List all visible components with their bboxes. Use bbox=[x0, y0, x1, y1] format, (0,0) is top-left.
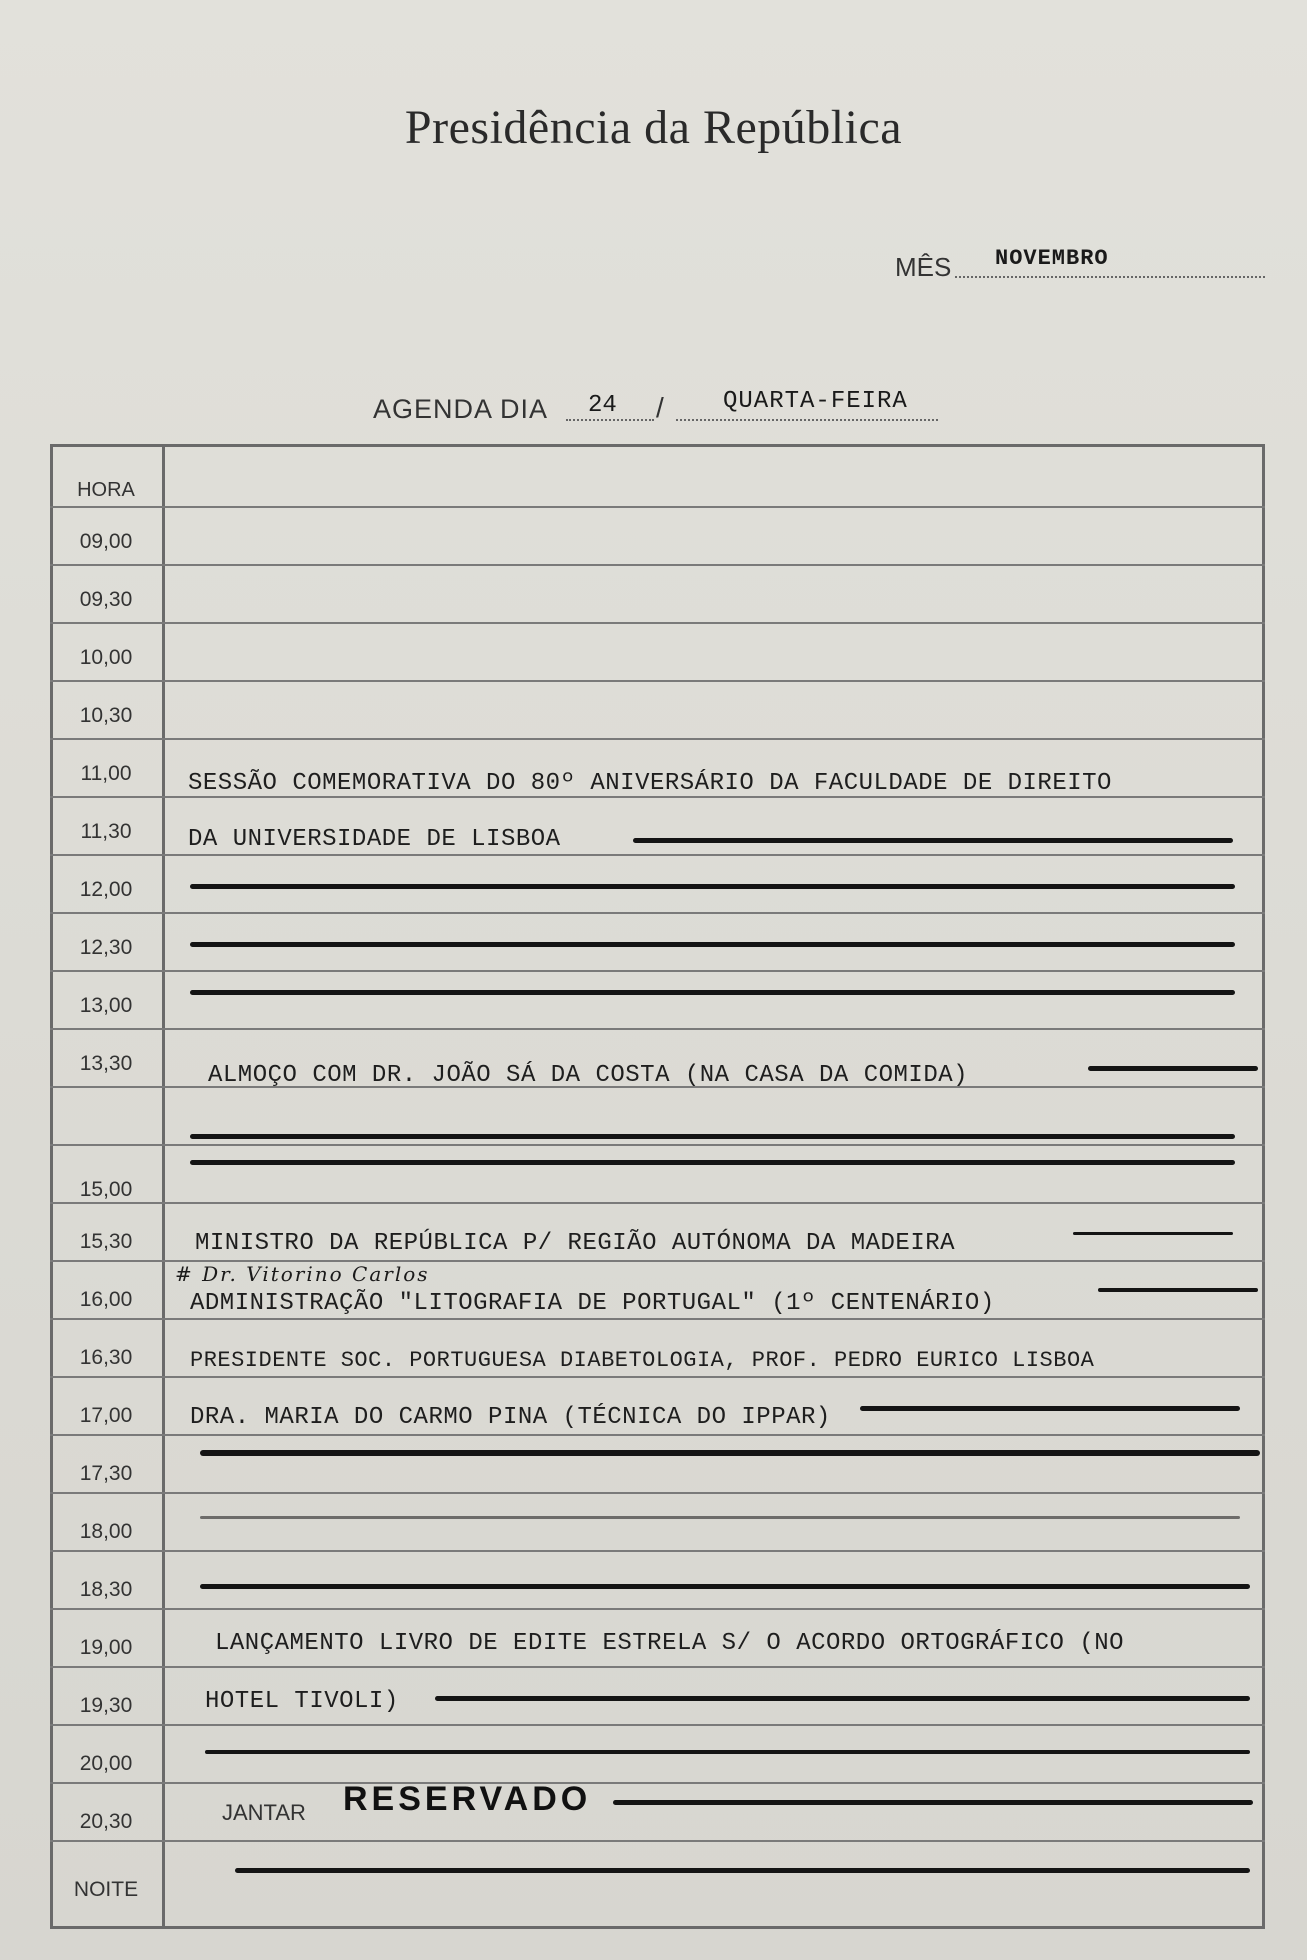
fill-line bbox=[435, 1696, 1250, 1701]
entry-1930: HOTEL TIVOLI) bbox=[205, 1688, 399, 1715]
fill-line bbox=[205, 1750, 1250, 1754]
hour-label: 15,00 bbox=[79, 1178, 133, 1201]
fill-line bbox=[190, 884, 1235, 889]
table-row bbox=[50, 1318, 1265, 1378]
table-row bbox=[50, 1144, 1265, 1204]
table-row bbox=[50, 1840, 1265, 1929]
table-row bbox=[50, 506, 1265, 566]
table-row bbox=[50, 738, 1265, 798]
month-field bbox=[895, 246, 1265, 286]
agenda-weekday: QUARTA-FEIRA bbox=[723, 388, 908, 415]
hour-label: 16,00 bbox=[79, 1288, 133, 1311]
table-row bbox=[50, 1724, 1265, 1784]
fill-line bbox=[190, 1134, 1235, 1139]
hour-label: 20,00 bbox=[79, 1752, 133, 1775]
hour-label: 18,00 bbox=[79, 1520, 133, 1543]
hour-label: 10,00 bbox=[79, 646, 133, 669]
hour-label: 18,30 bbox=[79, 1578, 133, 1601]
table-row bbox=[50, 680, 1265, 740]
hour-label: 13,30 bbox=[79, 1052, 133, 1075]
handwritten-note: # Dr. Vitorino Carlos bbox=[175, 1262, 430, 1286]
fill-line bbox=[200, 1584, 1250, 1589]
table-row bbox=[50, 1434, 1265, 1494]
hour-label: 16,30 bbox=[79, 1346, 133, 1369]
entry-1330: ALMOÇO COM DR. JOÃO SÁ DA COSTA (NA CASA DA COMIDA) bbox=[208, 1062, 969, 1089]
entry-1700: DRA. MARIA DO CARMO PINA (TÉCNICA DO IPPAR) bbox=[190, 1404, 831, 1431]
entry-1130: DA UNIVERSIDADE DE LISBOA bbox=[188, 826, 561, 853]
month-dotted-line bbox=[955, 276, 1265, 278]
entry-1100: SESSÃO COMEMORATIVA DO 80º ANIVERSÁRIO DA FACULDADE DE DIREITO bbox=[188, 770, 1112, 797]
page-title: Presidência da República bbox=[404, 101, 903, 154]
hour-label: NOITE bbox=[73, 1878, 139, 1901]
hour-label: 17,00 bbox=[79, 1404, 133, 1427]
agenda-day: 24 bbox=[588, 392, 617, 419]
fill-line bbox=[190, 1160, 1235, 1165]
fill-line bbox=[1073, 1232, 1233, 1235]
fill-line bbox=[235, 1868, 1250, 1873]
table-row bbox=[50, 970, 1265, 1030]
fill-line bbox=[190, 990, 1235, 995]
table-row bbox=[50, 1608, 1265, 1668]
hour-label: 12,30 bbox=[79, 936, 133, 959]
hour-label: 20,30 bbox=[79, 1810, 133, 1833]
hour-label: 11,30 bbox=[80, 820, 132, 843]
weekday-dotted-line bbox=[676, 419, 938, 421]
date-separator: / bbox=[656, 392, 664, 423]
table-row bbox=[50, 1666, 1265, 1726]
fill-line bbox=[200, 1516, 1240, 1519]
hour-label: 17,30 bbox=[79, 1462, 133, 1485]
fill-line bbox=[633, 838, 1233, 843]
table-row bbox=[50, 854, 1265, 914]
table-row bbox=[50, 912, 1265, 972]
agenda-date-field bbox=[373, 388, 943, 428]
fill-line bbox=[1098, 1288, 1258, 1292]
hour-header: HORA bbox=[77, 479, 135, 501]
table-row bbox=[50, 564, 1265, 624]
day-dotted-line bbox=[566, 419, 654, 421]
hour-label: 15,30 bbox=[79, 1230, 133, 1253]
hour-label: 09,00 bbox=[79, 530, 133, 553]
table-row bbox=[50, 1028, 1265, 1088]
fill-line bbox=[200, 1450, 1260, 1456]
entry-1900: LANÇAMENTO LIVRO DE EDITE ESTRELA S/ O ACORDO ORTOGRÁFICO (NO bbox=[215, 1630, 1125, 1657]
fill-line bbox=[190, 942, 1235, 947]
hour-label: 19,00 bbox=[79, 1636, 133, 1659]
table-row bbox=[50, 1550, 1265, 1610]
fill-line bbox=[860, 1406, 1240, 1411]
fill-line bbox=[1088, 1066, 1258, 1071]
hour-label: 11,00 bbox=[80, 762, 132, 785]
table-row bbox=[50, 622, 1265, 682]
reserved-stamp: RESERVADO bbox=[343, 1780, 592, 1818]
month-value: NOVEMBRO bbox=[995, 246, 1109, 271]
table-row bbox=[50, 1492, 1265, 1552]
entry-1530: MINISTRO DA REPÚBLICA P/ REGIÃO AUTÓNOMA DA MADEIRA bbox=[195, 1230, 956, 1257]
table-row bbox=[50, 1086, 1265, 1146]
month-label: MÊS bbox=[895, 252, 952, 282]
hour-label: 09,30 bbox=[79, 588, 133, 611]
table-row bbox=[50, 1376, 1265, 1436]
hour-label: 10,30 bbox=[79, 704, 133, 727]
entry-1630: PRESIDENTE SOC. PORTUGUESA DIABETOLOGIA, PROF. PEDRO EURICO LISBOA bbox=[190, 1348, 1095, 1373]
agenda-label: AGENDA DIA bbox=[373, 394, 549, 424]
fill-line bbox=[613, 1800, 1253, 1805]
table-row bbox=[50, 1202, 1265, 1262]
hour-label: 12,00 bbox=[79, 878, 133, 901]
entry-1600: ADMINISTRAÇÃO "LITOGRAFIA DE PORTUGAL" (1º CENTENÁRIO) bbox=[190, 1290, 995, 1317]
jantar-label: JANTAR bbox=[222, 1800, 306, 1825]
hour-label: 13,00 bbox=[79, 994, 133, 1017]
hour-label: 19,30 bbox=[79, 1694, 133, 1717]
table-header-row bbox=[50, 444, 1265, 508]
table-row bbox=[50, 796, 1265, 856]
